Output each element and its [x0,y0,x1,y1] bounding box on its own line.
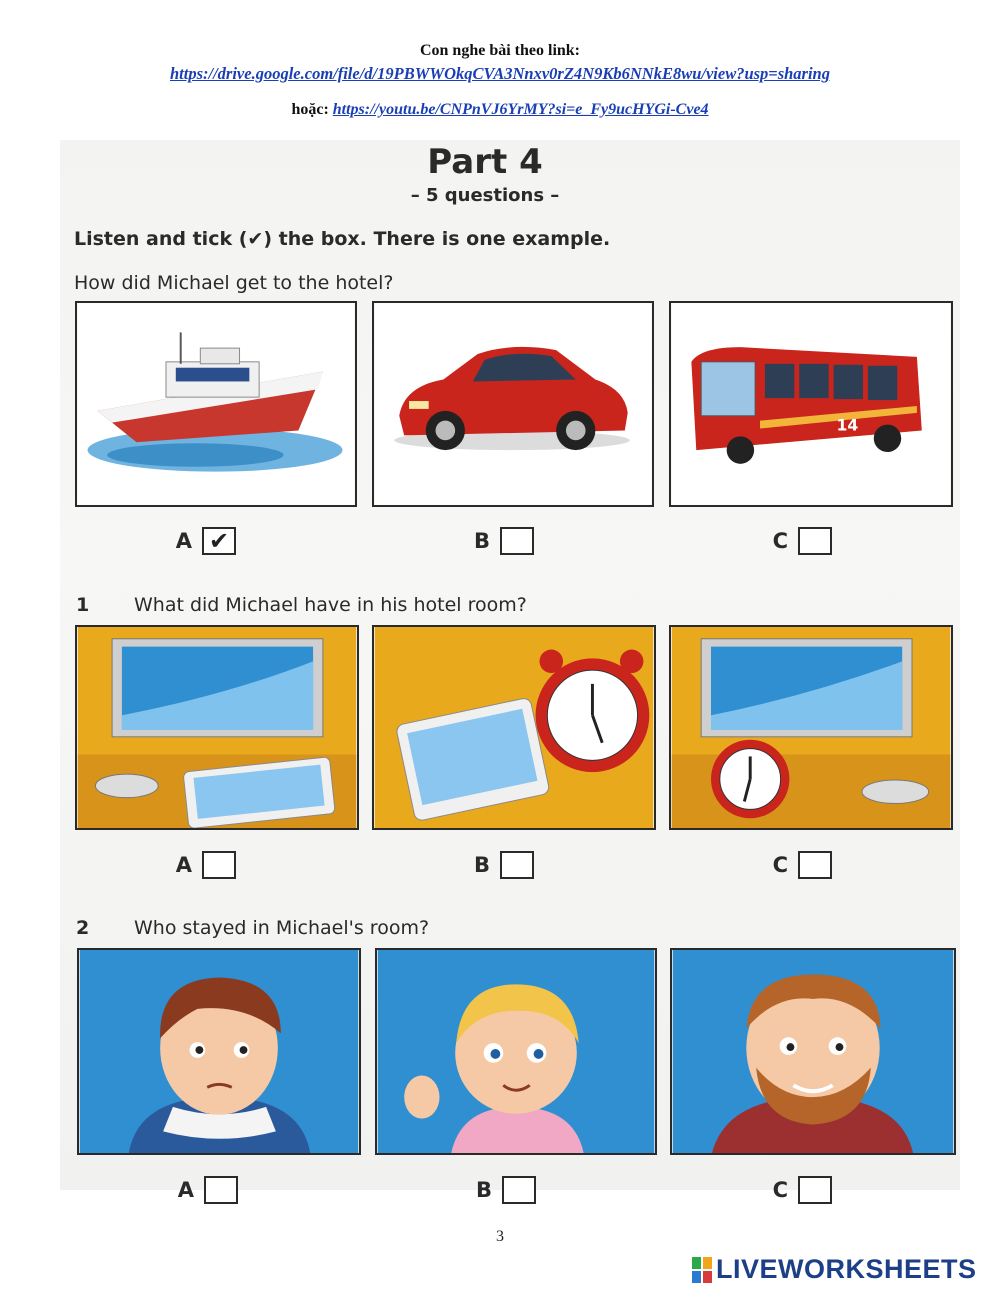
example-option-c[interactable] [766,527,832,555]
question-1-number: 1 [76,594,90,616]
bus-illustration [671,303,951,505]
picture-car [372,301,654,507]
question-2-number: 2 [76,917,90,939]
liveworksheets-logo[interactable] [692,1254,977,1285]
car-illustration [374,303,652,505]
instruction-text: Listen and tick (✔) the box. There is one example. [74,228,611,250]
example-option-b[interactable] [468,527,534,555]
option-letter: A [175,853,192,877]
option-letter: B [473,529,490,553]
header-link-row [0,64,1000,84]
option-letter: C [772,529,788,553]
picture-boat [75,301,357,507]
q1-option-a[interactable] [170,851,236,879]
q2-option-b[interactable] [470,1176,536,1204]
picture-q2-a [77,948,361,1155]
option-letter: C [772,853,788,877]
picture-q2-b [375,948,657,1155]
picture-q1-b [372,625,656,830]
picture-q1-c [669,625,953,830]
picture-q2-c [670,948,956,1155]
option-letter: A [175,529,192,553]
part-subtitle: – 5 questions – [410,185,560,206]
option-letter: B [475,1178,492,1202]
boat-illustration [77,303,355,505]
tick-box[interactable] [502,1176,536,1204]
bus-number: 14 [836,415,859,435]
page-number: 3 [496,1228,504,1245]
tick-box[interactable] [204,1176,238,1204]
tick-box[interactable] [202,851,236,879]
option-letter: A [177,1178,194,1202]
tick-box[interactable] [500,527,534,555]
tick-box[interactable] [500,851,534,879]
part-title: Part 4 [427,142,543,182]
liveworksheets-icon [692,1257,712,1283]
question-1-text: What did Michael have in his hotel room? [134,594,527,616]
youtube-link[interactable]: https://youtu.be/CNPnVJ6YrMY?si=e_Fy9ucHYGi-Cve4 [332,101,709,118]
drive-link[interactable]: https://drive.google.com/file/d/19PBWWOkqCVA3Nnxv0rZ4N9Kb6NNkE8wu/view?usp=sharing [170,64,830,83]
q2-option-a[interactable] [172,1176,238,1204]
picture-bus [669,301,953,507]
tick-box-checked[interactable]: ✔ [202,527,236,555]
header-listen-text: Con nghe bài theo link: [419,42,581,59]
example-question: How did Michael get to the hotel? [74,272,394,294]
q1-option-b[interactable] [468,851,534,879]
picture-q1-a [75,625,359,830]
option-letter: C [772,1178,788,1202]
question-2-text: Who stayed in Michael's room? [134,917,430,939]
brand-name: LIVEWORKSHEETS [716,1254,977,1284]
tick-box[interactable] [798,1176,832,1204]
tick-box[interactable] [798,851,832,879]
header-alt-link-row [0,101,1000,119]
option-letter: B [473,853,490,877]
example-option-a[interactable] [170,527,236,555]
tick-box[interactable] [798,527,832,555]
q2-option-c[interactable] [766,1176,832,1204]
q1-option-c[interactable] [766,851,832,879]
alt-link-prefix: hoặc: [291,101,329,118]
